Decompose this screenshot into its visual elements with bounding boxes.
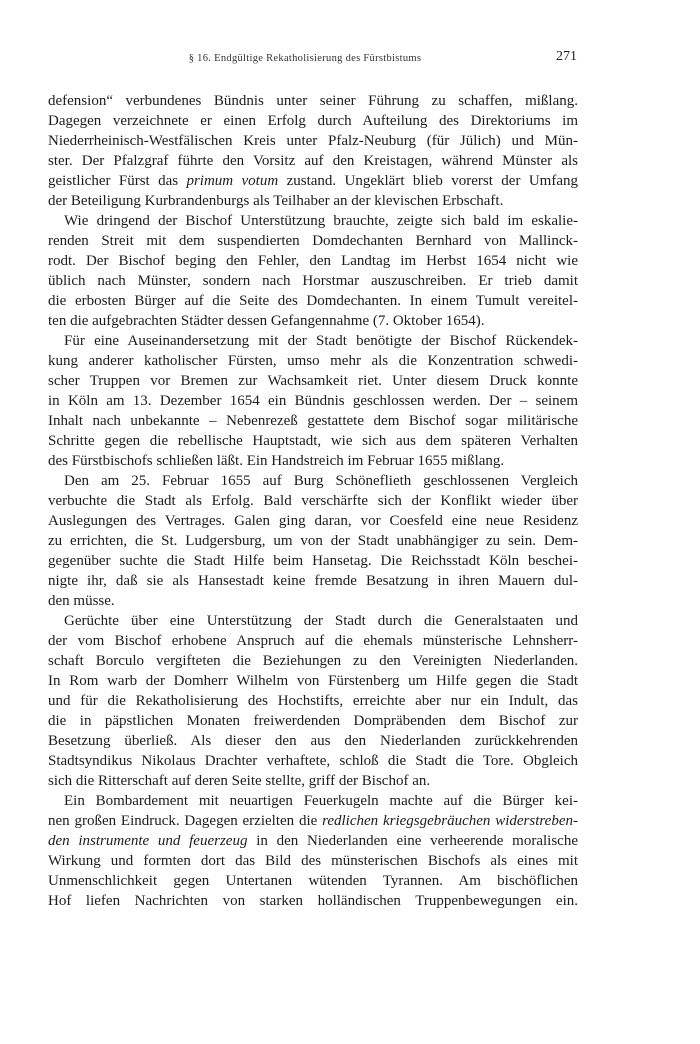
line-text: scher Truppen vor Bremen zur Wachsamkeit riet. Unter diesem Druck konnte — [48, 373, 578, 389]
text-line — [48, 731, 578, 751]
text-line — [48, 711, 578, 731]
text-line — [48, 351, 578, 371]
text-line — [48, 811, 578, 831]
text-line — [48, 791, 578, 811]
text-line — [48, 311, 578, 331]
text-line — [48, 491, 578, 511]
line-text: den müsse. — [48, 593, 115, 609]
text-line — [48, 151, 578, 171]
text-line — [48, 851, 578, 871]
line-text: die erbosten Bürger auf die Seite des Domdechanten. In einem Tumult vereitel- — [48, 293, 578, 309]
line-text: zustand. Ungeklärt blieb vorerst der Umfang — [278, 173, 578, 189]
text-line — [48, 131, 578, 151]
line-text: die in päpstlichen Monaten freiwerdenden Dompräbenden dem Bischof zur — [48, 713, 578, 729]
line-text: Stadtsyndikus Nikolaus Drachter verhaftete, schloß die Stadt die Tore. Obgleich — [48, 753, 578, 769]
line-text: ten die aufgebrachten Städter dessen Gefangennahme (7. Oktober 1654). — [48, 313, 485, 329]
line-text: der vom Bischof erhobene Anspruch auf die ehemals münsterische Lehnsherr- — [48, 633, 578, 649]
line-text: defension“ verbundenes Bündnis unter seiner Führung zu schaffen, mißlang. — [48, 93, 578, 109]
text-line — [48, 591, 578, 611]
line-text: der Beteiligung Kurbrandenburgs als Teilhaber an der klevischen Erbschaft. — [48, 193, 504, 209]
line-text: Auslegungen des Vertrages. Galen ging daran, vor Coesfeld eine neue Residenz — [48, 513, 578, 529]
line-text: Dagegen verzeichnete er einen Erfolg durch Aufteilung des Direktoriums im — [48, 113, 578, 129]
running-head: § 16. Endgültige Rekatholisierung des Fürstbistums — [188, 53, 422, 64]
text-line — [48, 271, 578, 291]
text-line — [48, 371, 578, 391]
line-text: üblich nach Münster, sondern nach Horstmar auszuschreiben. Er trieb damit — [48, 273, 578, 289]
line-text: renden Streit mit dem suspendierten Domdechanten Bernhard von Mallinck- — [48, 233, 578, 249]
line-text: Den am 25. Februar 1655 auf Burg Schöneflieth geschlossenen Vergleich — [64, 473, 578, 489]
line-text: nen großen Eindruck. Dagegen erzielten die — [48, 813, 323, 829]
line-text: ster. Der Pfalzgraf führte den Vorsitz auf den Kreistagen, während Münster als — [48, 153, 578, 169]
line-text: Schritte gegen die rebellische Hauptstadt, wie sich aus dem späteren Verhalten — [48, 433, 578, 449]
line-text: und für die Rekatholisierung des Hochstifts, erreichte aber nur ein Indult, das — [48, 693, 578, 709]
text-line — [48, 831, 578, 851]
text-line — [48, 331, 578, 351]
text-line — [48, 231, 578, 251]
line-text: Besetzung überließ. Als dieser den aus den Niederlanden zurückkehrenden — [48, 733, 578, 749]
text-line — [48, 511, 578, 531]
line-text: sich die Ritterschaft auf deren Seite stellte, griff der Bischof an. — [48, 773, 431, 789]
italic-text: redlichen kriegsgebräuchen widerstreben- — [322, 813, 578, 829]
line-text: schaft Borculo vergifteten die Beziehungen zu den Vereinigten Niederlanden. — [48, 653, 578, 669]
text-line — [48, 471, 578, 491]
text-line — [48, 251, 578, 271]
line-text: nigte ihr, daß sie als Hansestadt keine fremde Besatzung in ihren Mauern dul- — [48, 573, 578, 589]
text-line — [48, 391, 578, 411]
line-text: Ein Bombardement mit neuartigen Feuerkugeln machte auf die Bürger kei- — [64, 793, 578, 809]
text-line — [48, 411, 578, 431]
line-text: Gerüchte über eine Unterstützung der Stadt durch die Generalstaaten und — [64, 613, 578, 629]
italic-text: den instrumente und feuerzeug — [48, 833, 248, 849]
line-text: geistlicher Fürst das — [48, 173, 187, 189]
text-line — [48, 671, 578, 691]
body-text — [48, 91, 578, 911]
text-line — [48, 571, 578, 591]
text-line — [48, 551, 578, 571]
text-line — [48, 691, 578, 711]
text-line — [48, 611, 578, 631]
line-text: In Rom warb der Domherr Wilhelm von Fürstenberg um Hilfe gegen die Stadt — [48, 673, 578, 689]
line-text: Niederrheinisch-Westfälischen Kreis unter Pfalz-Neuburg (für Jülich) und Mün- — [48, 133, 578, 149]
text-line — [48, 451, 578, 471]
text-line — [48, 91, 578, 111]
line-text: Unmenschlichkeit gegen Untertanen wütenden Tyrannen. Am bischöflichen — [48, 873, 578, 889]
page-number: 271 — [556, 49, 577, 64]
line-text: gegenüber suchte die Stadt Hilfe beim Hansetag. Die Reichsstadt Köln beschei- — [48, 553, 578, 569]
text-line — [48, 891, 578, 911]
text-line — [48, 631, 578, 651]
line-text: kung anderer katholischer Fürsten, umso mehr als die Konzentration schwedi- — [48, 353, 578, 369]
line-text: Hof liefen Nachrichten von starken holländischen Truppenbewegungen ein. — [48, 893, 578, 909]
text-line — [48, 191, 578, 211]
text-line — [48, 291, 578, 311]
text-line — [48, 751, 578, 771]
line-text: verbuchte die Stadt als Erfolg. Bald verschärfte sich der Konflikt wieder über — [48, 493, 578, 509]
line-text: rodt. Der Bischof beging den Fehler, den Landtag im Herbst 1654 nicht wie — [48, 253, 578, 269]
line-text: Wirkung und formten dort das Bild des münsterischen Bischofs als eines mit — [48, 853, 578, 869]
line-text: Wie dringend der Bischof Unterstützung brauchte, zeigte sich bald im eskalie- — [64, 213, 578, 229]
text-line — [48, 431, 578, 451]
text-line — [48, 531, 578, 551]
text-line — [48, 171, 578, 191]
text-line — [48, 211, 578, 231]
text-line — [48, 651, 578, 671]
line-text: Inhalt nach unbekannte – Nebenrezeß gestattete dem Bischof sogar militärische — [48, 413, 578, 429]
text-line — [48, 111, 578, 131]
line-text: zu errichten, die St. Ludgersburg, um von der Stadt unabhängiger zu sein. Dem- — [48, 533, 578, 549]
italic-text: primum votum — [186, 173, 279, 189]
line-text: in Köln am 13. Dezember 1654 ein Bündnis geschlossen werden. Der – seinem — [48, 393, 578, 409]
line-text: des Fürstbischofs schließen läßt. Ein Handstreich im Februar 1655 mißlang. — [48, 453, 505, 469]
text-line — [48, 871, 578, 891]
line-text: in den Niederlanden eine verheerende moralische — [247, 833, 578, 849]
text-line — [48, 771, 578, 791]
line-text: Für eine Auseinandersetzung mit der Stadt benötigte der Bischof Rückendek- — [64, 333, 578, 349]
